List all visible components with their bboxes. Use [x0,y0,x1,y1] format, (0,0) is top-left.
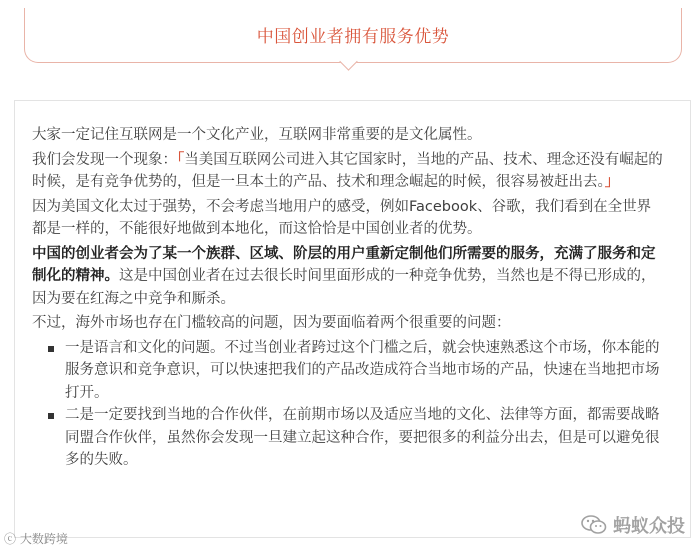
section-header [24,8,682,63]
paragraph-american-culture: 因为美国文化太过于强势，不会考虑当地用户的感受，例如Facebook、谷歌，我们看到在全世界都是一样的，不能很好地做到本地化，而这恰恰是中国创业者的优势。 [32,198,652,237]
statement-rest: 这是中国创业者在过去很长时间里面形成的一种竞争优势，当然也是不得已形成的，因为要在红海之中竞争和厮杀。 [32,268,656,307]
section-title: 中国创业者拥有服务优势 [256,27,450,47]
list-item: 二是一定要找到当地的合作伙伴，在前期市场以及适应当地的文化、法律等方面，都需要战略同盟合作伙伴，虽然你会发现一旦建立起这种合作，要把很多的利益分出去，但是可以避免很多的失败。 [32,404,664,472]
article-content [32,124,664,472]
paragraph-phenomenon [32,149,664,194]
paragraph-overseas: 不过，海外市场也存在门槛较高的问题，因为要面临着两个很重要的问题： [32,315,511,331]
list-item: 一是语言和文化的问题。不过当创业者跨过这个门槛之后，就会快速熟悉这个市场，你本能的服务意识和竞争意识，可以快速把我们的产品改造成符合当地市场的产品，快速在当地把市场打开。 [32,337,664,405]
phenomenon-prefix: 我们会发现一个现象： [32,151,177,168]
brand-watermark [581,512,685,538]
wechat-icon [581,514,607,536]
problem-list [32,337,664,472]
source-watermark: ⓒ 大数跨境 [4,532,68,546]
bold-statement: 中国的创业者会为了某一个族群、区域、阶层的用户重新定制他们所需要的服务，充满了服务和定制化的精神。 [32,245,656,284]
paragraph-chinese-entrepreneurs [32,243,664,311]
paragraph-intro: 大家一定记住互联网是一个文化产业，互联网非常重要的是文化属性。 [32,127,482,143]
quote-close-bracket: 」 [604,174,620,190]
phenomenon-quote: 当美国互联网公司进入其它国家时，当地的产品、技术、理念还没有崛起的时候，是有竞争优势的，但是一旦本土的产品、技术和理念崛起的时候，很容易被赶出去。 [32,151,663,190]
quote-open-bracket: 「 [177,151,185,168]
brand-name: 蚂蚁众投 [613,516,685,537]
